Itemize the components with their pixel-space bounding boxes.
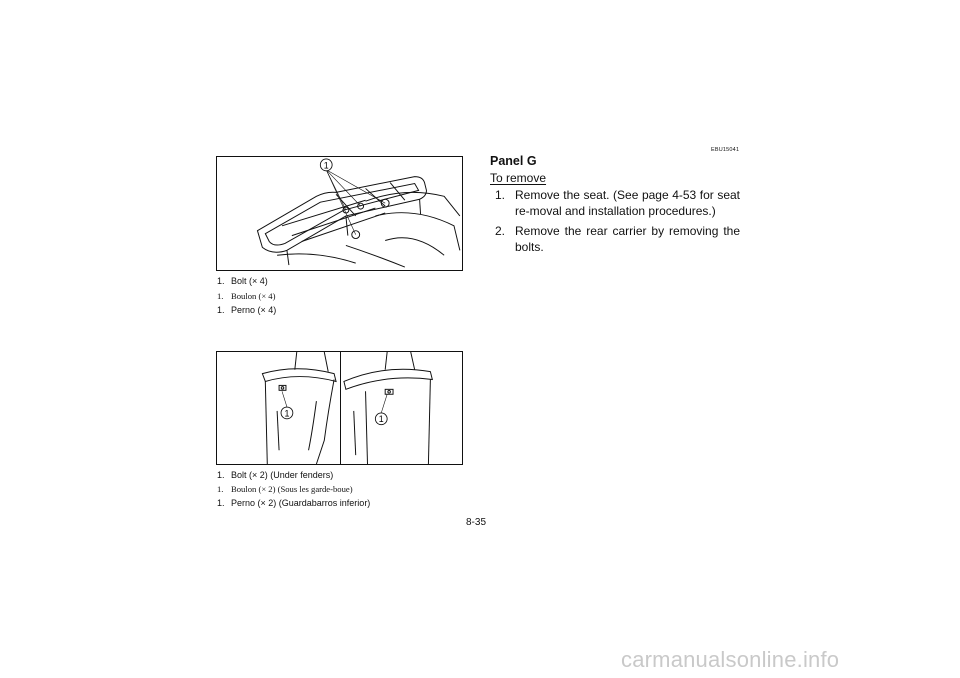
caption-num: 1. [217, 276, 225, 286]
caption-en [217, 276, 268, 287]
caption-num: 1. [217, 498, 225, 508]
caption-text: Bolt (× 4) [231, 276, 268, 286]
step-item [495, 223, 740, 255]
section-title: Panel G [490, 154, 537, 168]
caption-text: Bolt (× 2) (Under fenders) [231, 470, 334, 480]
caption-num: 1. [217, 305, 225, 315]
caption-text: Perno (× 4) [231, 305, 277, 315]
callout-number-left: 1 [284, 408, 290, 419]
caption-text: Boulon (× 2) (Sous les garde-boue) [231, 484, 353, 494]
callout-number-right: 1 [378, 414, 384, 425]
step-list [495, 187, 740, 259]
step-text: Remove the rear carrier by removing the bolts. [515, 224, 740, 254]
caption-num: 1. [217, 470, 225, 480]
fender-bolts-drawing [217, 352, 462, 464]
page-number: 8-35 [466, 517, 487, 528]
section-subtitle: To remove [490, 171, 547, 185]
caption-text: Perno (× 2) (Guardabarros inferior) [231, 498, 371, 508]
caption-fr [217, 291, 275, 302]
step-text: Remove the seat. (See page 4-53 for seat re-moval and installation procedures.) [515, 188, 740, 218]
callout-number: 1 [323, 160, 329, 171]
caption-num: 1. [217, 484, 224, 494]
rear-carrier-illustration [216, 156, 463, 271]
section-code: EBU15041 [711, 147, 740, 153]
step-item [495, 187, 740, 219]
rear-carrier-drawing [217, 157, 462, 270]
caption-es [217, 305, 276, 316]
watermark: carmanualsonline.info [621, 647, 840, 672]
step-number: 2. [495, 224, 506, 238]
caption-fr [217, 484, 353, 495]
caption-en [217, 470, 333, 481]
step-number: 1. [495, 188, 506, 202]
caption-es [217, 498, 370, 509]
fender-bolts-illustration [216, 351, 463, 465]
caption-num: 1. [217, 291, 224, 301]
caption-text: Boulon (× 4) [231, 291, 276, 301]
